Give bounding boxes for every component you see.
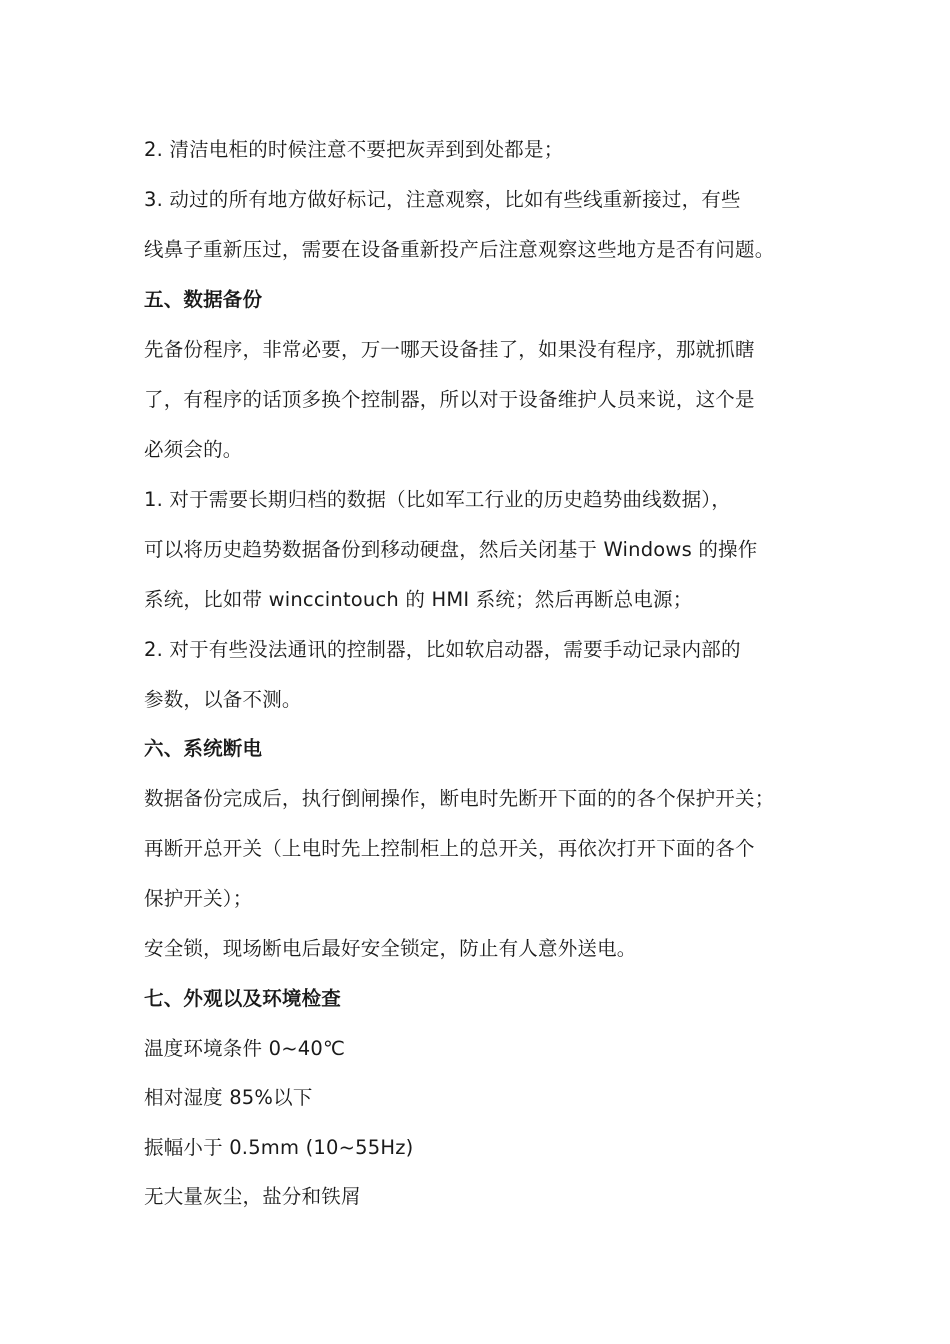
spec-vibration: 振幅小于 0.5mm (10~55Hz)	[144, 1136, 414, 1159]
paragraph-line: 了，有程序的话顶多换个控制器，所以对于设备维护人员来说，这个是	[144, 388, 755, 411]
list-item-archive-data: 1. 对于需要长期归档的数据（比如军工行业的历史趋势曲线数据），	[144, 488, 731, 511]
list-item-archive-data-cont: 系统，比如带 winccintouch 的 HMI 系统；然后再断总电源；	[144, 588, 693, 611]
paragraph-line: 必须会的。	[144, 438, 243, 461]
list-item-archive-data-cont: 可以将历史趋势数据备份到移动硬盘，然后关闭基于 Windows 的操作	[144, 538, 758, 561]
section-heading-environment-check: 七、外观以及环境检查	[144, 987, 342, 1010]
paragraph-line: 先备份程序，非常必要，万一哪天设备挂了，如果没有程序，那就抓瞎	[144, 338, 755, 361]
spec-humidity: 相对湿度 85%以下	[144, 1086, 313, 1109]
paragraph-line: 数据备份完成后，执行倒闸操作，断电时先断开下面的的各个保护开关；	[144, 787, 775, 810]
list-item-record-params-cont: 参数，以备不测。	[144, 688, 302, 711]
spec-temperature: 温度环境条件 0~40℃	[144, 1037, 346, 1060]
list-item-cleaning-note: 2. 清洁电柜的时候注意不要把灰弄到到处都是；	[144, 138, 564, 161]
paragraph-line: 安全锁，现场断电后最好安全锁定，防止有人意外送电。	[144, 937, 637, 960]
list-item-marking-note: 3. 动过的所有地方做好标记，注意观察，比如有些线重新接过，有些	[144, 188, 741, 211]
section-heading-power-off: 六、系统断电	[144, 737, 263, 760]
list-item-record-params: 2. 对于有些没法通讯的控制器，比如软启动器，需要手动记录内部的	[144, 638, 741, 661]
section-heading-data-backup: 五、数据备份	[144, 288, 263, 311]
spec-dust: 无大量灰尘，盐分和铁屑	[144, 1185, 361, 1208]
paragraph-line: 保护开关）；	[144, 887, 253, 910]
paragraph-line: 再断开总开关（上电时先上控制柜上的总开关，再依次打开下面的各个	[144, 837, 755, 860]
list-item-marking-note-cont: 线鼻子重新压过，需要在设备重新投产后注意观察这些地方是否有问题。	[144, 238, 775, 261]
